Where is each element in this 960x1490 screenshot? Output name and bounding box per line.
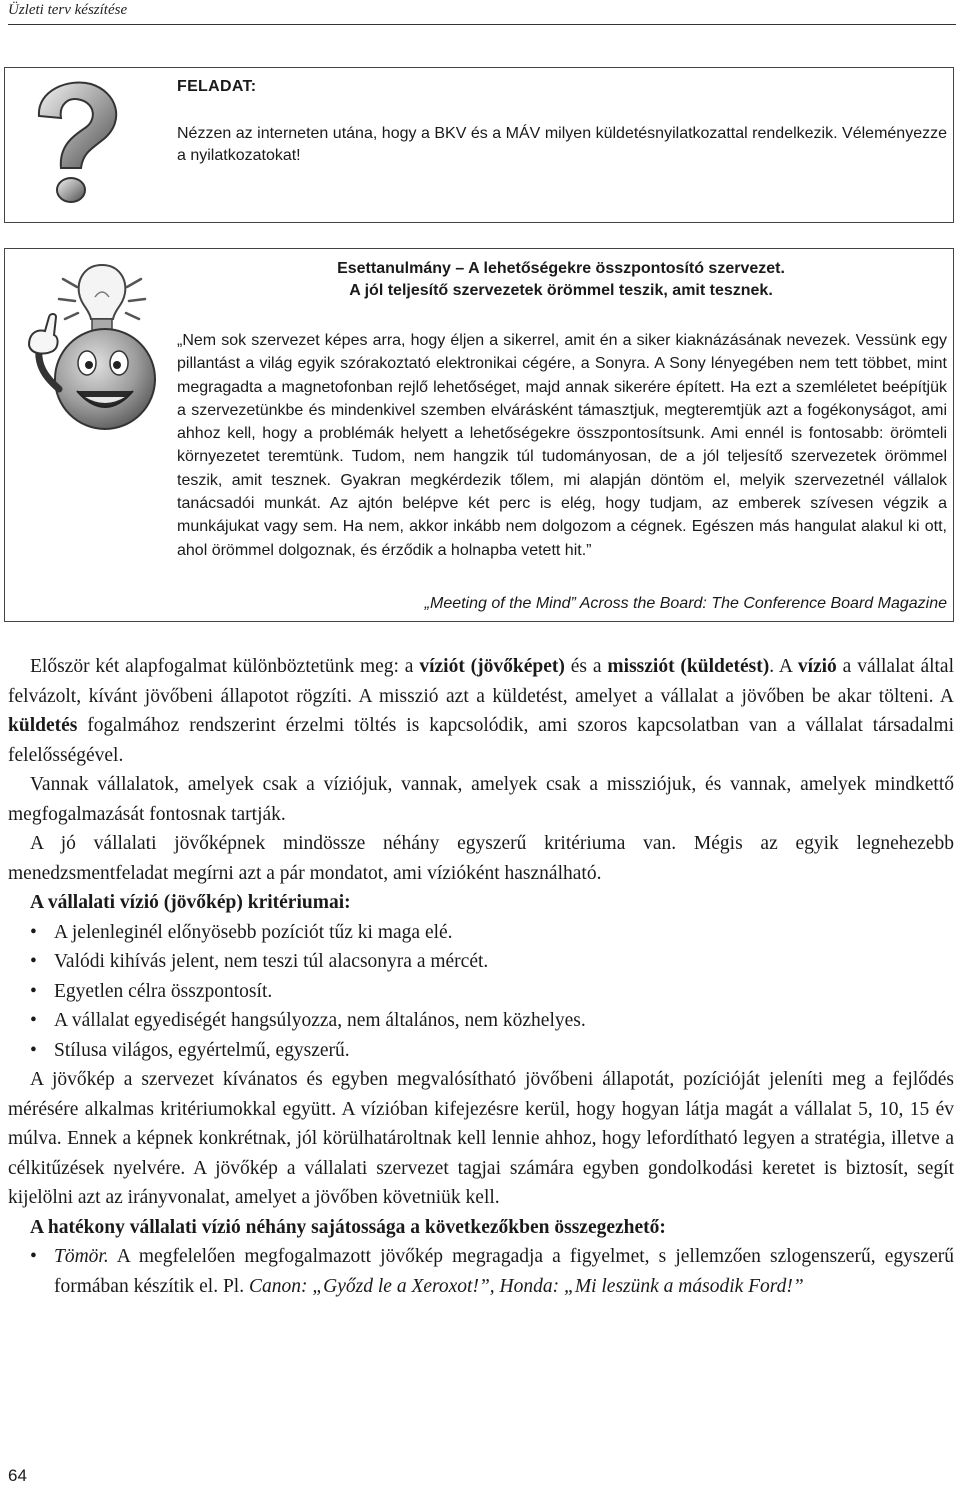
main-text — [8, 652, 954, 1301]
bullet-icon: • — [30, 921, 37, 943]
case-study-title — [175, 258, 947, 302]
lightbulb-idea-icon — [15, 257, 165, 457]
term-kuldetes: küldetés — [8, 715, 78, 736]
criteria-item-text: Egyetlen célra összpontosít. — [54, 980, 273, 1002]
task-title: FELADAT: — [177, 78, 257, 95]
list-item — [8, 1242, 954, 1301]
criteria-item-text: A vállalat egyediségét hangsúlyozza, nem általános, nem közhelyes. — [54, 1010, 586, 1031]
running-head-title: Üzleti terv készítése — [8, 2, 128, 18]
criteria-list — [8, 918, 954, 1066]
term-vision: víziót (jövőképet) — [419, 656, 565, 677]
list-item — [8, 1036, 954, 1066]
list-item — [8, 1006, 954, 1036]
case-study-title-line1: Esettanulmány – A lehetőségekre összpontosító szervezet. — [337, 260, 785, 277]
header-rule — [8, 24, 956, 25]
task-text: Nézzen az interneten utána, hogy a BKV és a MÁV milyen küldetésnyilatkozattal rendelkezik. Véleményezze a nyilatkozatokat! — [177, 125, 947, 164]
page-number: 64 — [8, 1466, 27, 1485]
paragraph-companies: Vannak vállalatok, amelyek csak a víziójuk, vannak, amelyek csak a missziójuk, és vannak, amelyek mindkettő megfogalmazását fontosnak tartják. — [8, 774, 954, 825]
question-mark-icon — [17, 76, 137, 216]
task-box — [4, 67, 954, 223]
criteria-heading: A vállalati vízió (jövőkép) kritériumai: — [30, 892, 351, 913]
features-list — [8, 1242, 954, 1301]
case-study-quote: „Nem sok szervezet képes arra, hogy éljen a sikerrel, amit én a siker kiaknázásának nevezek. Vessünk egy pillantást a világ egyik szórakoztató elektronikai cégére, a Sonyra. A Sony lényegében nem tett többet, mint megragadta a magnetofonban rejlő lehetőséget, majd annak sikerére épített. Ha ezt a szemléletet beépítjük a szervezetünkbe és mindenkivel szemben elvárásként támasztjuk, megteremtjük azt a fogékonyságot, ami ahhoz kell, hogy a problémák helyett a lehetőségekre összpontosítsunk. Ami ennél is fontosabb: örömteli környezetet teremtünk. Tudom, nem hangzik túl tudományosan, de a jól teljesítő szervezetek örömmel teszik, amit tesznek. Gyakran megkérdezik tőlem, mi alapján döntöm el, melyik szervezetnél vállalok tanácsadói munkát. Az ajtón belépve két perc is elég, hogy tudjam, az emberek szívesen végzik a munkájukat vagy sem. Ha nem, akkor inkább nem dolgozom a cégnek. Egészen más hangulat alakul ki ott, ahol örömmel dolgoznak, és érződik a holnapba vetett hit.” — [177, 332, 947, 559]
list-item — [8, 947, 954, 977]
paragraph-criteria-intro: A jó vállalati jövőképnek mindössze néhány egyszerű kritériuma van. Mégis az egyik legnehezebb menedzsmentfeladat megírni azt a pár mondatot, ami vízióként használható. — [8, 833, 954, 884]
p1-text-2: és a — [564, 656, 608, 677]
paragraph-vision-mission — [8, 652, 954, 770]
features-heading: A hatékony vállalati vízió néhány sajátossága a következőkben összegezhető: — [30, 1216, 666, 1238]
case-study-title-line2: A jól teljesítő szervezetek örömmel teszik, amit tesznek. — [349, 282, 773, 299]
feature-term: Tömör. — [54, 1246, 109, 1267]
p1-text-1: Először két alapfogalmat különböztetünk meg: a — [30, 656, 420, 677]
list-item — [8, 977, 954, 1007]
criteria-item-text: Stílusa világos, egyértelmű, egyszerű. — [54, 1039, 350, 1061]
bullet-icon: • — [30, 1246, 37, 1267]
criteria-item-text: Valódi kihívás jelent, nem teszi túl alacsonyra a mércét. — [54, 951, 489, 972]
list-item — [8, 918, 954, 948]
paragraph-vision-definition: A jövőkép a szervezet kívánatos és egyben megvalósítható jövőbeni állapotát, pozícióját jeleníti meg a fejlődés mérésére alkalmas kritériumokkal együtt. A vízióban kifejezésre kerül, hogy hogyan látja magát a vállalat 5, 10, 15 év múlva. Ennek a képnek konkrétnak, jól körülhatároltnak kell lennie ahhoz, hogy lefordítható legyen a stratégia, illetve a célkitűzések nyelvére. A jövőkép a vállalati szervezet tagjai számára egyben gondolkodási keretet is biztosít, segít kijelölni azt az irányvonalat, amelyet a jövőben követniük kell. — [8, 1069, 954, 1208]
case-study-source: „Meeting of the Mind” Across the Board: The Conference Board Magazine — [424, 595, 947, 612]
term-mission: missziót (küldetést) — [607, 656, 770, 677]
bullet-icon: • — [30, 1010, 37, 1031]
bullet-icon: • — [30, 980, 37, 1002]
p1-text-5: fogalmához rendszerint érzelmi töltés is kapcsolódik, ami szoros kapcsolatban van a vállalat társadalmi felelősségével. — [8, 715, 954, 766]
bullet-icon: • — [30, 951, 37, 972]
bullet-icon: • — [30, 1039, 37, 1061]
criteria-item-text: A jelenleginél előnyösebb pozíciót tűz ki maga elé. — [54, 921, 453, 943]
p1-text-3: . A — [769, 656, 798, 677]
feature-text: A megfelelően megfogalmazott jövőkép megragadja a figyelmet, s jellemzően szlogenszerű, egyszerű formában készítik el. Pl. — [54, 1246, 954, 1297]
case-study-box — [4, 248, 954, 622]
p1-text-4: a vállalat által felvázolt, kívánt jövőbeni állapotot rögzíti. A misszió azt a küldetést, amelyet a vállalat a jövőben be akar tölteni. A — [8, 656, 955, 707]
feature-example: Canon: „Győzd le a Xeroxot!”, Honda: „Mi leszünk a második Ford!” — [248, 1275, 804, 1297]
term-vision-short: vízió — [797, 656, 837, 677]
